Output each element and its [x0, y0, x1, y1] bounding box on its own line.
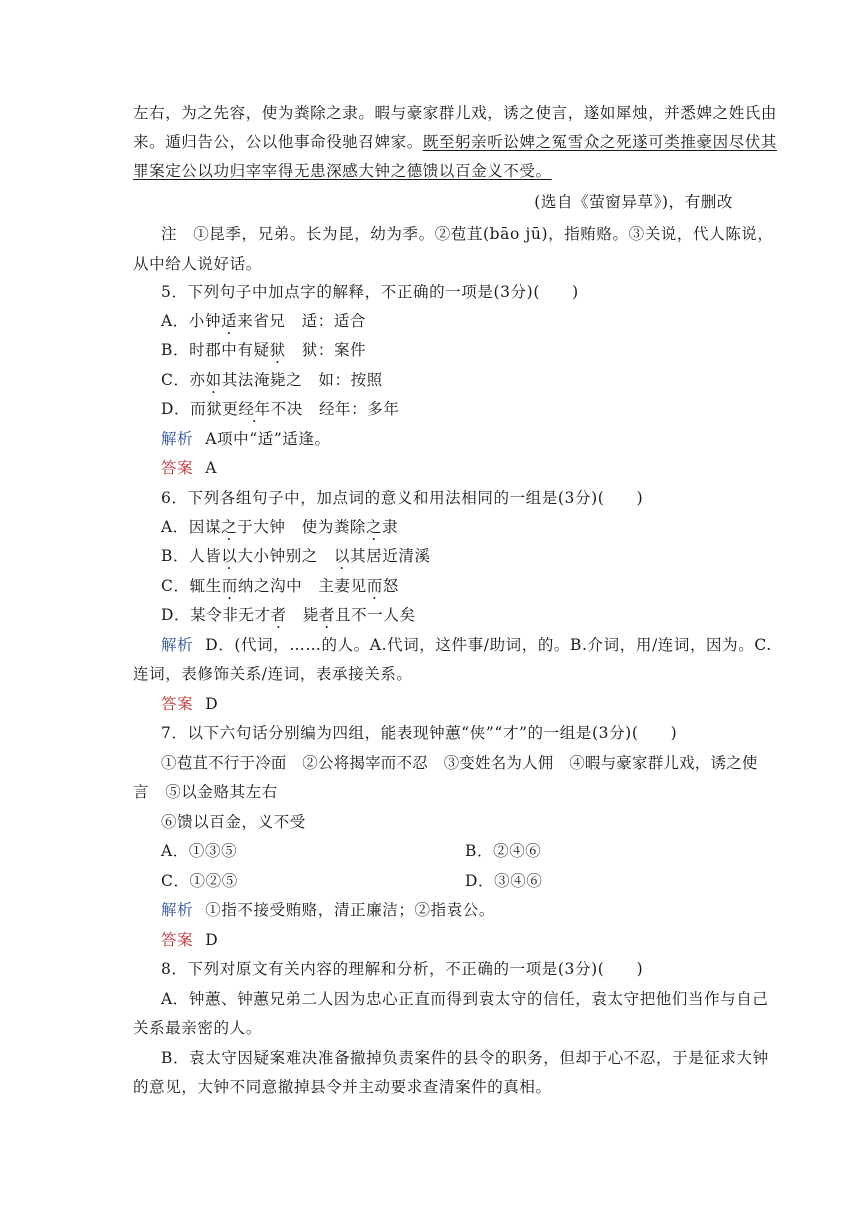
q6-a-part3: 隶 — [382, 518, 399, 536]
q7-stem: 7．以下六句话分别编为四组，能表现钟蕙“侠”“才”的一组是(3分)( ) — [161, 724, 678, 742]
passage-line-3-underlined: 罪案定公以功归宰宰得无患深感大钟之德馈以百金义不受。 — [133, 162, 552, 180]
q8-option-b-line-1: B．袁太守因疑案难决准备撤掉负责案件的县令的职务，但却于心不忍，于是征求大钟 — [161, 1049, 769, 1067]
q5-option-b — [161, 340, 761, 360]
q6-b-dotted-2: 以 — [334, 547, 351, 565]
q6-c-part3: 怒 — [382, 577, 399, 595]
q6-option-a — [161, 517, 761, 537]
q6-analysis-label: 解析 — [161, 636, 194, 654]
q6-analysis-line-1: D．(代词，……的人。A.代词，这件事/助词，的。B.介词，用/连词，因为。C. — [205, 636, 772, 654]
q6-d-part1: D．某令非无才 — [161, 606, 271, 624]
q7-analysis — [161, 900, 761, 920]
q7-option-c: C．①②⑤ — [161, 872, 238, 890]
q5-b-pre: B．时郡中有疑 — [161, 341, 270, 359]
q7-option-a: A．①③⑤ — [161, 842, 238, 860]
q6-answer-text: D — [205, 695, 219, 713]
passage-source: (选自《萤窗异草》)，有删改 — [534, 193, 733, 211]
q8-option-a-line-2: 关系最亲密的人。 — [133, 1019, 262, 1037]
q6-a-part2: 于大钟 使为粪除 — [237, 518, 367, 536]
q7-options-row-1 — [161, 841, 761, 861]
q7-answer — [161, 930, 761, 950]
q7-answer-label: 答案 — [161, 931, 194, 949]
q6-d-part2: 毙 — [286, 606, 319, 624]
q6-b-part3: 其居近清溪 — [350, 547, 431, 565]
q6-b-part2: 大小钟别之 — [237, 547, 335, 565]
q8-option-a-line-1: A．钟蕙、钟蕙兄弟二人因为忠心正直而得到袁太守的信任，袁太守把他们当作与自己 — [161, 990, 769, 1008]
q6-d-dotted-1: 者 — [270, 606, 287, 624]
q5-analysis — [161, 429, 761, 449]
q7-option-d: D．③④⑥ — [465, 872, 543, 890]
q5-d-dotted: 经年 — [238, 400, 271, 418]
q6-analysis — [161, 635, 772, 655]
q6-a-dotted-2: 之 — [366, 518, 383, 536]
q6-analysis-line-2: 连词，表修饰关系/连词，表承接关系。 — [133, 665, 413, 683]
q5-a-post: 来省兄 适：适合 — [237, 312, 367, 330]
q6-d-part3: 且不一人矣 — [335, 606, 416, 624]
q7-items-line-3: ⑥馈以百金，义不受 — [161, 813, 306, 831]
q6-c-part2: 纳之沟中 主妻见 — [237, 577, 367, 595]
passage-line-1: 左右，为之先容，使为粪除之隶。暇与豪家群儿戏，诱之使言，遂如犀烛，并悉婢之姓氏由 — [133, 104, 778, 122]
q7-analysis-text: ①指不接受贿赂，清正廉洁；②指袁公。 — [205, 901, 496, 919]
q6-c-part1: C．辄生 — [161, 577, 222, 595]
q6-c-dotted-1: 而 — [221, 577, 238, 595]
q5-answer-text: A — [205, 459, 217, 477]
q6-d-dotted-2: 者 — [318, 606, 336, 624]
q5-a-pre: A．小钟 — [161, 312, 222, 330]
q7-options-row-2 — [161, 871, 761, 891]
q5-b-dotted: 狱 — [269, 341, 286, 359]
q5-c-dotted: 如 — [205, 371, 222, 389]
q6-c-dotted-2: 而 — [366, 577, 383, 595]
q5-answer — [161, 458, 761, 478]
q6-a-dotted-1: 之 — [221, 518, 238, 536]
q5-stem: 5．下列句子中加点字的解释，不正确的一项是(3分)( ) — [161, 283, 579, 301]
passage-line-2 — [133, 132, 778, 152]
passage-line-2-underlined: 既至躬亲听讼婢之冤雪众之死遂可类推豪因尽伏其 — [422, 133, 778, 151]
q5-option-d — [161, 399, 761, 419]
q5-c-post: 其法淹毙之 如：按照 — [221, 371, 383, 389]
passage-line-2-plain: 来。遁归告公，公以他事命役驰召婢家。 — [133, 133, 423, 151]
note-line-2: 从中给人说好话。 — [133, 255, 262, 273]
q6-a-part1: A．因谋 — [161, 518, 222, 536]
q8-option-b-line-2: 的意见，大钟不同意撤掉县令并主动要求查清案件的真相。 — [133, 1078, 552, 1096]
q7-answer-text: D — [205, 931, 219, 949]
q6-b-dotted-1: 以 — [221, 547, 238, 565]
q5-option-c — [161, 370, 761, 390]
q5-a-dotted: 适 — [221, 312, 238, 330]
passage-line-3 — [133, 161, 733, 181]
q7-analysis-label: 解析 — [161, 901, 194, 919]
q6-option-c — [161, 576, 761, 596]
q6-b-part1: B．人皆 — [161, 547, 222, 565]
q6-stem: 6．下列各组句子中，加点词的意义和用法相同的一组是(3分)( ) — [161, 489, 644, 507]
q5-answer-label: 答案 — [161, 459, 194, 477]
q6-option-b — [161, 546, 761, 566]
q6-answer — [161, 694, 761, 714]
q5-analysis-label: 解析 — [161, 430, 194, 448]
q5-c-pre: C．亦 — [161, 371, 206, 389]
q8-stem: 8．下列对原文有关内容的理解和分析，不正确的一项是(3分)( ) — [161, 960, 644, 978]
q7-option-b: B．②④⑥ — [465, 842, 542, 860]
q7-items-line-1: ①苞苴不行于冷面 ②公将揭宰而不忍 ③变姓名为人佣 ④暇与豪家群儿戏，诱之使 — [161, 754, 758, 772]
note-line-1: 注 ①昆季，兄弟。长为昆，幼为季。②苞苴(bāo jū)，指贿赂。③关说，代人陈说， — [161, 225, 774, 243]
q6-option-d — [161, 605, 761, 625]
q5-d-pre: D．而狱更 — [161, 400, 239, 418]
q5-analysis-text: A项中“适”适逢。 — [205, 430, 331, 448]
q5-option-a — [161, 311, 761, 331]
q6-answer-label: 答案 — [161, 695, 194, 713]
q7-items-line-2: 言 ⑤以金赂其左右 — [133, 783, 278, 801]
q5-b-post: 狱：案件 — [285, 341, 367, 359]
q5-d-post: 不决 经年：多年 — [270, 400, 400, 418]
